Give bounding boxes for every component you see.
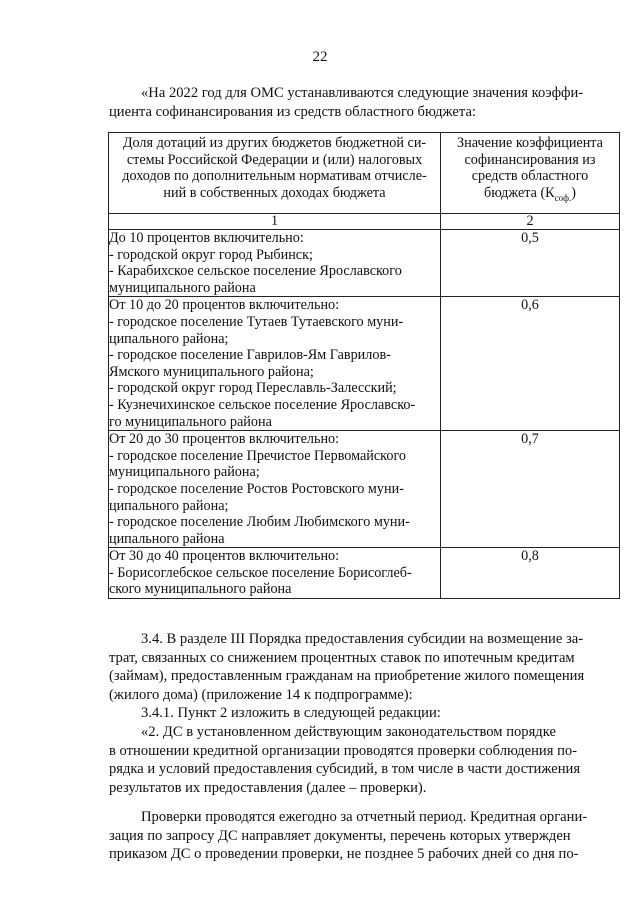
section-paragraph — [109, 630, 620, 797]
cell-line: - Кузнечихинское сельское поселение Ярославско- — [109, 396, 416, 413]
cell-line: - Карабихское сельское поселение Ярославского — [109, 263, 402, 280]
share-range-cell — [109, 548, 441, 599]
column-number-row — [109, 214, 620, 230]
cell-line: - городское поселение Любим Любимского муни- — [109, 514, 410, 531]
header-line — [445, 185, 615, 206]
table-header-coefficient — [441, 133, 620, 214]
share-range-cell — [109, 230, 441, 297]
cell-line: - городское поселение Гаврилов-Ям Гаврилов- — [109, 347, 391, 364]
header-line: стемы Российской Федерации и (или) налоговых — [126, 151, 423, 168]
cell-line: От 20 до 30 процентов включительно: — [109, 431, 340, 448]
table-row — [109, 431, 620, 548]
cell-line: ципального района — [109, 530, 225, 547]
header-line: Значение коэффициента — [457, 135, 603, 151]
text-line: приказом ДС о проведении проверки, не позднее 5 рабочих дней со дня по- — [109, 846, 579, 863]
table-header-share — [109, 133, 441, 214]
header-line-text: бюджета (К — [484, 184, 555, 201]
cell-line: ципального района; — [109, 330, 229, 347]
text-line: 3.4.1. Пункт 2 изложить в следующей редакции: — [141, 705, 441, 722]
text-line: трат, связанных со снижением процентных ставок по ипотечным кредитам — [109, 649, 575, 666]
cell-line: муниципального района; — [109, 464, 260, 481]
cell-line: От 10 до 20 процентов включительно: — [109, 297, 340, 314]
cell-line: муниципального района — [109, 279, 256, 296]
cell-line: го муниципального района — [109, 413, 272, 430]
cell-line: - городское поселение Тутаев Тутаевского муни- — [109, 313, 404, 330]
header-close-paren: ) — [571, 184, 576, 201]
header-line: ний в собственных доходах бюджета — [163, 184, 386, 201]
cell-line: ского муниципального района — [109, 581, 292, 598]
header-line: софинансирования из — [464, 151, 596, 168]
coefficient-value: 0,7 — [441, 431, 620, 548]
coefficient-table — [108, 132, 620, 599]
coefficient-value: 0,8 — [441, 548, 620, 599]
column-number: 1 — [109, 214, 441, 230]
page-number: 22 — [312, 49, 328, 65]
header-line: средств областного — [471, 168, 589, 185]
coefficient-subscript: соф. — [554, 192, 572, 203]
intro-line: циента софинансирования из средств областного бюджета: — [109, 103, 476, 120]
cell-line: - городской округ город Рыбинск; — [109, 246, 313, 263]
header-line: доходов по дополнительным нормативам отчисле- — [122, 168, 427, 185]
intro-paragraph — [109, 84, 620, 121]
coefficient-value: 0,6 — [441, 297, 620, 431]
cell-line: - городской округ город Переславль-Залесский; — [109, 380, 397, 397]
text-line: (займам), предоставленным гражданам на приобретение жилого помещения — [109, 668, 585, 685]
text-line: 3.4. В разделе III Порядка предоставления субсидии на возмещение за- — [141, 631, 584, 647]
table-row — [109, 230, 620, 297]
table-row — [109, 548, 620, 599]
share-range-cell — [109, 431, 441, 548]
column-number: 2 — [441, 214, 620, 230]
text-line: рядка и условий предоставления субсидий, в том числе в части достижения — [109, 761, 581, 778]
text-line: (жилого дома) (приложение 14 к подпрограмме): — [109, 686, 413, 703]
cell-line: От 30 до 40 процентов включительно: — [109, 548, 340, 565]
cell-line: До 10 процентов включительно: — [109, 230, 304, 246]
checks-paragraph — [109, 808, 620, 864]
cell-line: ципального района; — [109, 497, 229, 514]
text-line: «2. ДС в установленном действующим законодательством порядке — [141, 723, 556, 740]
coefficient-value: 0,5 — [441, 230, 620, 297]
intro-line: «На 2022 год для ОМС устанавливаются следующие значения коэффи- — [141, 85, 584, 101]
cell-line: - городское поселение Пречистое Первомайского — [109, 447, 407, 464]
cell-line: - городское поселение Ростов Ростовского муни- — [109, 480, 404, 497]
share-range-cell — [109, 297, 441, 431]
text-line: результатов их предоставления (далее – проверки). — [109, 779, 427, 796]
table-row — [109, 297, 620, 431]
text-line: в отношении кредитной организации проводятся проверки соблюдения по- — [109, 742, 578, 759]
header-line: Доля дотаций из других бюджетов бюджетной си- — [122, 135, 427, 151]
cell-line: - Борисоглебское сельское поселение Борисоглеб- — [109, 564, 412, 581]
table-header-row — [109, 133, 620, 214]
text-line: Проверки проводятся ежегодно за отчетный период. Кредитная органи- — [141, 809, 588, 825]
text-line: зация по запросу ДС направляет документы, перечень которых утвержден — [109, 827, 571, 844]
cell-line: Ямского муниципального района; — [109, 363, 314, 380]
